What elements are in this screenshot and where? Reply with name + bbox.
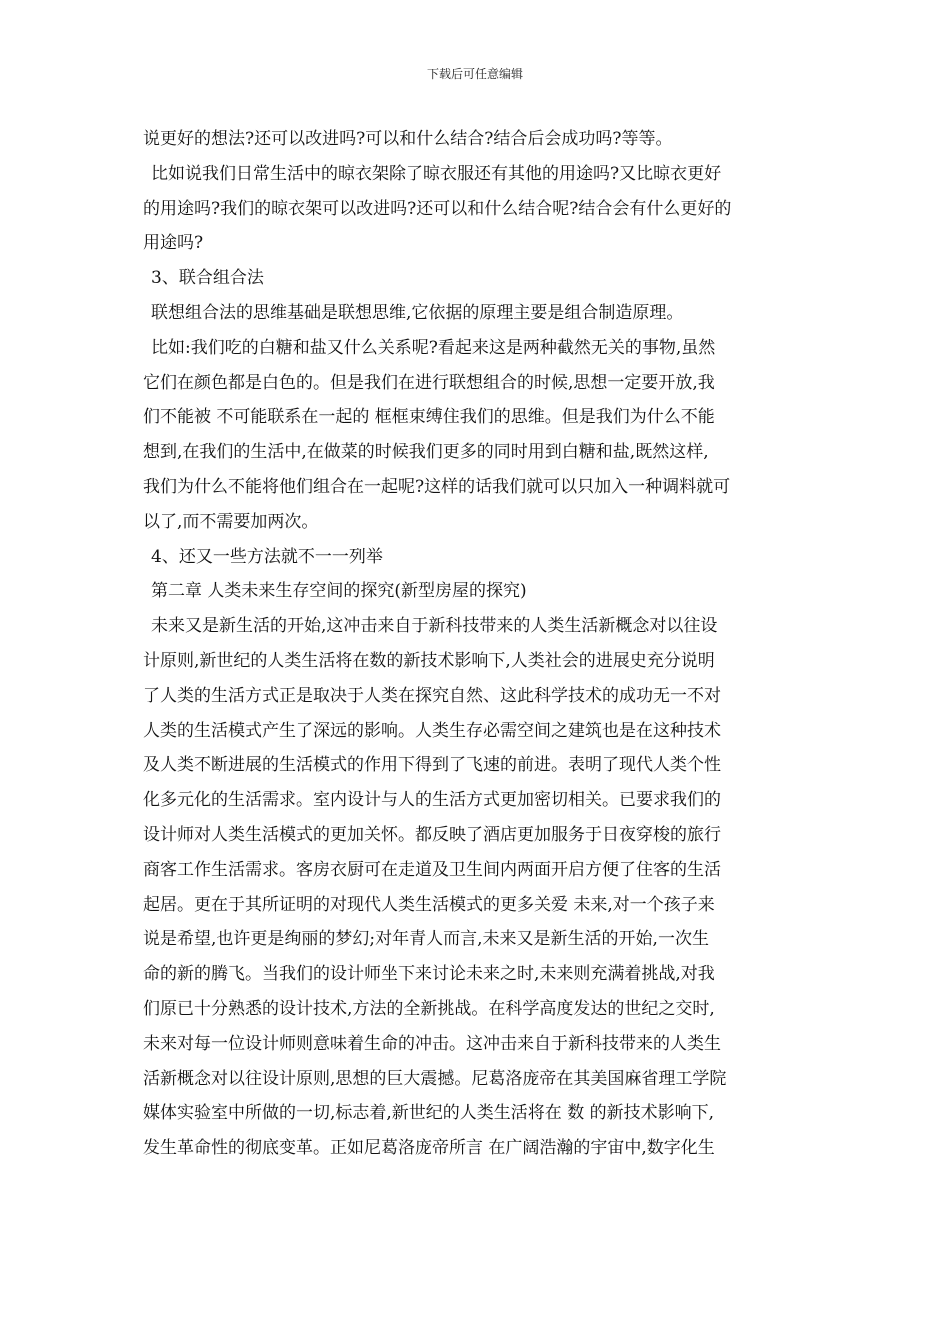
text-line: 它们在颜色都是白色的。但是我们在进行联想组合的时候,思想一定要开放,我 xyxy=(143,372,715,393)
text-line: 人类的生活模式产生了深远的影响。人类生存必需空间之建筑也是在这种技术 xyxy=(143,720,721,741)
text-line: 我们为什么不能将他们组合在一起呢?这样的话我们就可以只加入一种调料就可 xyxy=(143,476,731,497)
text-line: 比如说我们日常生活中的晾衣架除了晾衣服还有其他的用途吗?又比晾衣更好 xyxy=(151,163,722,184)
text-line: 媒体实验室中所做的一切,标志着,新世纪的人类生活将在 数 的新技术影响下, xyxy=(143,1103,715,1124)
text-line: 想到,在我们的生活中,在做菜的时候我们更多的同时用到白糖和盐,既然这样, xyxy=(143,442,709,463)
text-line: 设计师对人类生活模式的更加关怀。都反映了酒店更加服务于日夜穿梭的旅行 xyxy=(143,824,721,845)
text-line: 说更好的想法?还可以改进吗?可以和什么结合?结合后会成功吗?等等。 xyxy=(143,129,673,149)
text-line: 化多元化的生活需求。室内设计与人的生活方式更加密切相关。已要求我们的 xyxy=(143,790,721,811)
text-line: 比如:我们吃的白糖和盐又什么关系呢?看起来这是两种截然无关的事物,虽然 xyxy=(151,337,716,358)
text-line: 第二章 人类未来生存空间的探究(新型房屋的探究) xyxy=(151,581,527,602)
text-line: 及人类不断进展的生活模式的作用下得到了飞速的前进。表明了现代人类个性 xyxy=(143,755,721,776)
document-body xyxy=(143,122,811,1166)
text-line: 了人类的生活方式正是取决于人类在探究自然、这此科学技术的成功无一不对 xyxy=(143,685,721,706)
page-header: 下载后可任意编辑 xyxy=(426,67,523,81)
text-line: 起居。更在于其所证明的对现代人类生活模式的更多关爱 未来,对一个孩子来 xyxy=(143,894,715,915)
text-line: 商客工作生活需求。客房衣厨可在走道及卫生间内两面开启方便了住客的生活 xyxy=(143,859,721,880)
text-line: 发生革命性的彻底变革。正如尼葛洛庞帝所言 在广阔浩瀚的宇宙中,数字化生 xyxy=(143,1138,715,1159)
text-line: 的用途吗?我们的晾衣架可以改进吗?还可以和什么结合呢?结合会有什么更好的 xyxy=(143,198,732,219)
text-line: 4、还又一些方法就不一一列举 xyxy=(151,546,383,567)
text-line: 计原则,新世纪的人类生活将在数的新技术影响下,人类社会的进展史充分说明 xyxy=(143,650,715,671)
text-line: 们不能被 不可能联系在一起的 框框束缚住我们的思维。但是我们为什么不能 xyxy=(143,407,715,428)
text-line: 说是希望,也许更是绚丽的梦幻;对年青人而言,未来又是新生活的开始,一次生 xyxy=(143,929,709,950)
text-line: 命的新的腾飞。当我们的设计师坐下来讨论未来之时,未来则充满着挑战,对我 xyxy=(143,964,715,985)
text-line: 未来对每一位设计师则意味着生命的冲击。这冲击来自于新科技带来的人类生 xyxy=(143,1033,721,1054)
text-line: 3、联合组合法 xyxy=(151,268,264,289)
text-line: 未来又是新生活的开始,这冲击来自于新科技带来的人类生活新概念对以往设 xyxy=(151,616,718,637)
text-line: 以了,而不需要加两次。 xyxy=(143,511,319,532)
text-line: 活新概念对以往设计原则,思想的巨大震撼。尼葛洛庞帝在其美国麻省理工学院 xyxy=(143,1068,727,1089)
text-line: 用途吗? xyxy=(143,233,204,254)
text-line: 联想组合法的思维基础是联想思维,它依据的原理主要是组合制造原理。 xyxy=(151,302,684,323)
text-line: 们原已十分熟悉的设计技术,方法的全新挑战。在科学高度发达的世纪之交时, xyxy=(143,998,715,1019)
